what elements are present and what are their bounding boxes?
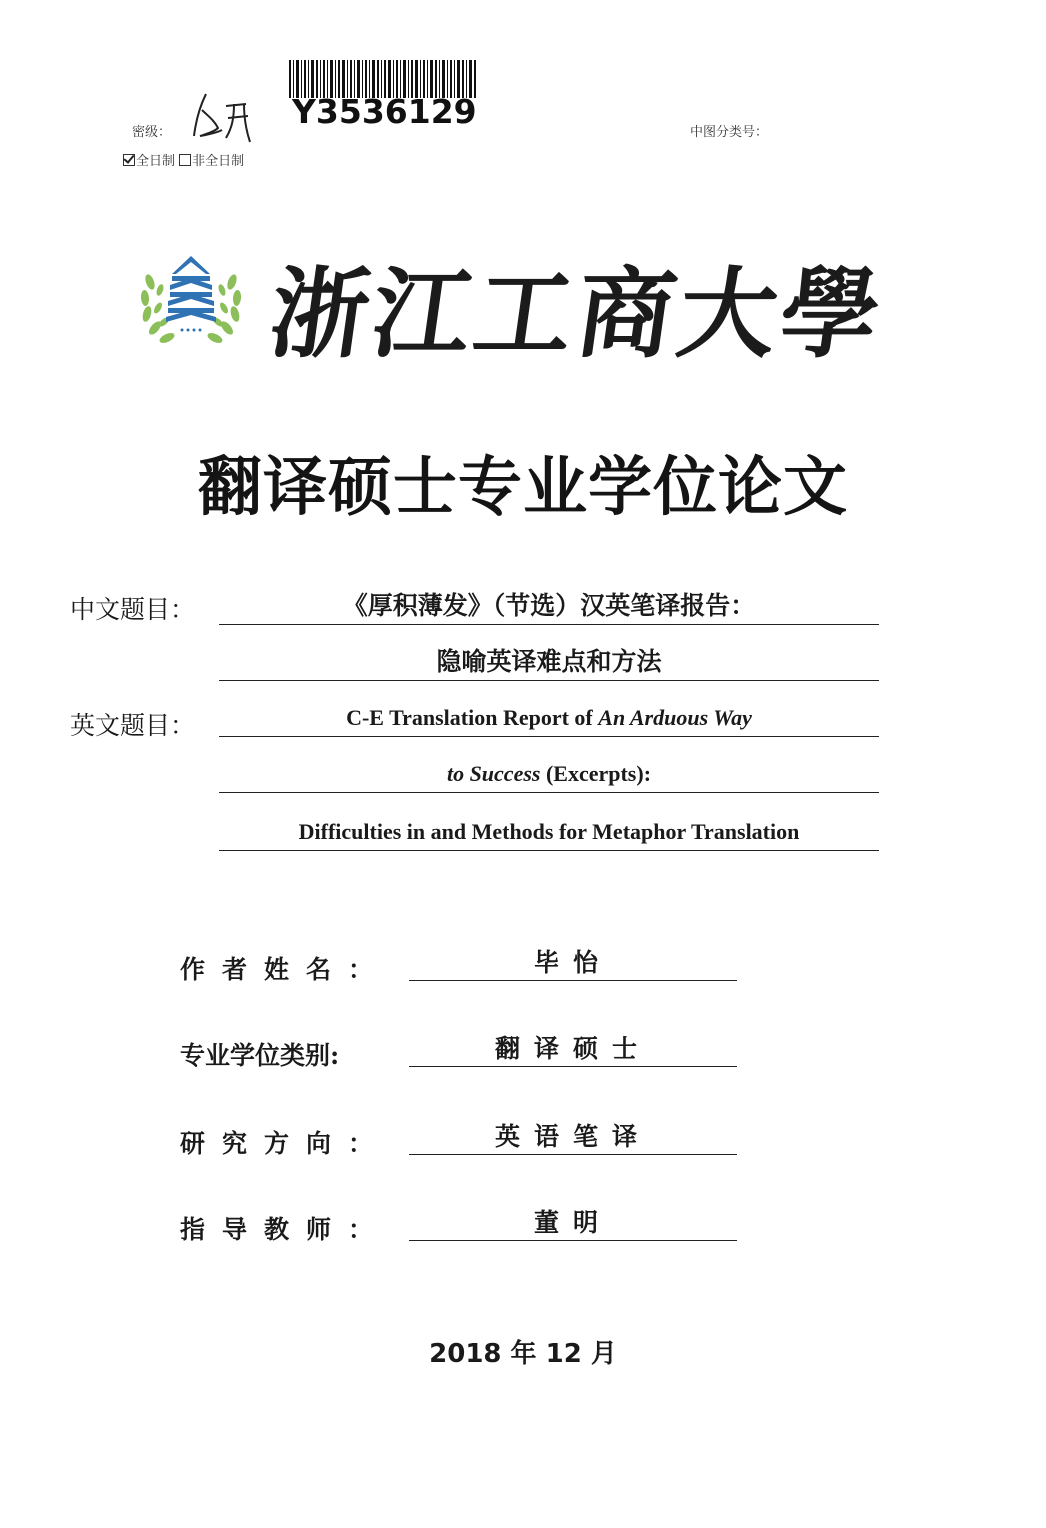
classification-label: 中图分类号： <box>690 125 769 140</box>
degree-category-value: 翻译硕士 <box>409 1032 737 1067</box>
full-time-checkbox <box>123 154 135 166</box>
degree-category-label: 专业学位类别: <box>180 1041 340 1070</box>
research-direction-label: 研究方向： <box>180 1129 391 1158</box>
chinese-title-label: 中文题目： <box>70 595 196 624</box>
author-value: 毕怡 <box>409 946 737 981</box>
english-title-line-2-tail: (Excerpts): <box>540 761 652 786</box>
submission-date: 2018 年 12 月 <box>429 1339 617 1369</box>
english-title-line-2 <box>219 756 879 793</box>
english-title-line-1 <box>219 700 879 737</box>
study-mode <box>123 150 244 169</box>
english-title-line-3-plain: Difficulties in and Methods for Metaphor Translation <box>298 819 800 844</box>
secrecy-label: 密级： <box>132 125 172 140</box>
supervisor-label: 指导教师： <box>180 1215 391 1244</box>
author-label: 作者姓名： <box>180 955 391 984</box>
part-time-checkbox <box>179 154 191 166</box>
full-time-label: 全日制 <box>136 154 176 169</box>
research-direction-value: 英语笔译 <box>409 1120 737 1155</box>
chinese-title-line-1: 《厚积薄发》（节选）汉英笔译报告： <box>219 588 879 625</box>
university-name: 浙江工商大學 <box>262 257 891 372</box>
english-title-line-1-plain: C-E Translation Report of <box>346 705 599 730</box>
english-title-label: 英文题目： <box>70 711 196 740</box>
english-title-line-3 <box>219 814 879 851</box>
part-time-label: 非全日制 <box>192 154 245 169</box>
chinese-title-line-2: 隐喻英译难点和方法 <box>219 644 879 681</box>
thesis-type-heading: 翻译硕士专业学位论文 <box>198 451 848 525</box>
university-emblem-icon <box>136 252 246 350</box>
supervisor-value: 董明 <box>409 1206 737 1241</box>
barcode-number: Y3536129 <box>292 92 477 131</box>
english-title-line-1-italic: An Arduous Way <box>598 705 752 730</box>
handwritten-signature <box>192 92 264 144</box>
english-title-line-2-italic: to Success <box>446 761 541 786</box>
